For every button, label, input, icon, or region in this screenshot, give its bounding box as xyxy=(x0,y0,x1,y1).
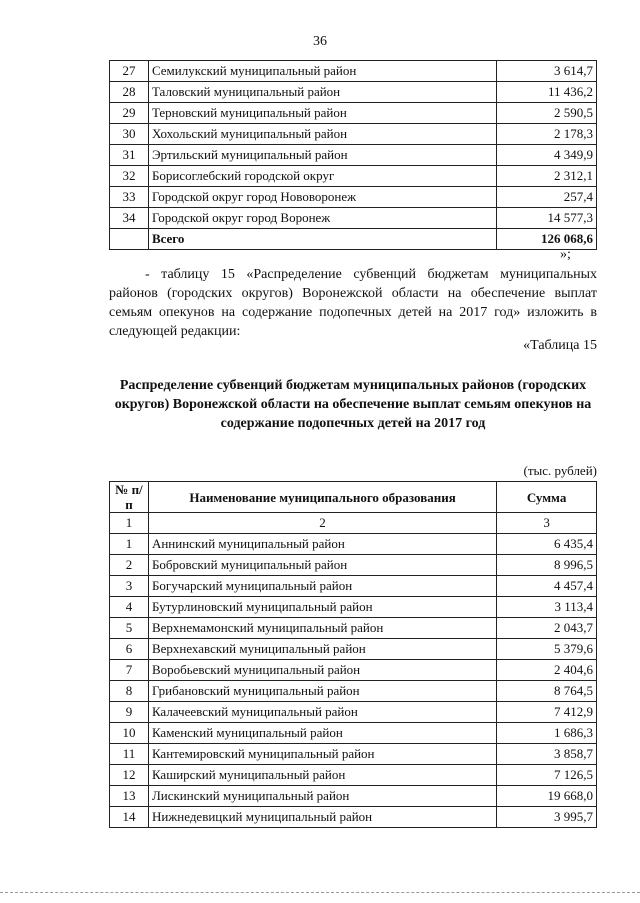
amount: 6 435,4 xyxy=(497,534,597,555)
column-index-row xyxy=(110,513,597,534)
table-row xyxy=(110,618,597,639)
row-number: 30 xyxy=(110,124,149,145)
table-row xyxy=(110,576,597,597)
amount: 4 457,4 xyxy=(497,576,597,597)
amount: 3 995,7 xyxy=(497,807,597,828)
row-number: 10 xyxy=(110,723,149,744)
district-name: Калачеевский муниципальный район xyxy=(148,702,496,723)
district-name: Терновский муниципальный район xyxy=(148,103,496,124)
district-name: Кантемировский муниципальный район xyxy=(148,744,496,765)
amount: 7 412,9 xyxy=(497,702,597,723)
district-name: Верхнехавский муниципальный район xyxy=(148,639,496,660)
row-number: 4 xyxy=(110,597,149,618)
page-number: 36 xyxy=(313,34,327,49)
table-row xyxy=(110,639,597,660)
amount: 2 312,1 xyxy=(497,166,597,187)
table-row xyxy=(110,765,597,786)
row-number: 33 xyxy=(110,187,149,208)
table-row xyxy=(110,145,597,166)
table-row xyxy=(110,555,597,576)
district-name: Городской округ город Нововоронеж xyxy=(148,187,496,208)
amount: 5 379,6 xyxy=(497,639,597,660)
row-number: 1 xyxy=(110,534,149,555)
table-row xyxy=(110,61,597,82)
table-row xyxy=(110,681,597,702)
amount: 4 349,9 xyxy=(497,145,597,166)
amount: 3 113,4 xyxy=(497,597,597,618)
amount: 11 436,2 xyxy=(497,82,597,103)
district-name: Городской округ город Воронеж xyxy=(148,208,496,229)
amount: 2 043,7 xyxy=(497,618,597,639)
district-name: Лискинский муниципальный район xyxy=(148,786,496,807)
header-sum: Сумма xyxy=(497,482,597,513)
bottom-rule xyxy=(0,892,640,894)
table-row xyxy=(110,723,597,744)
header-num: № п/п xyxy=(110,482,149,513)
header-row xyxy=(110,482,597,513)
table-row xyxy=(110,187,597,208)
row-number: 34 xyxy=(110,208,149,229)
amount: 3 614,7 xyxy=(497,61,597,82)
row-number: 12 xyxy=(110,765,149,786)
row-number: 3 xyxy=(110,576,149,597)
main-table xyxy=(109,481,597,828)
amount: 7 126,5 xyxy=(497,765,597,786)
row-number: 28 xyxy=(110,82,149,103)
table-title: Распределение субвенций бюджетам муниципальных районов (городских округов) Воронежской области на обеспечение выплат семьям опекунов на содержание подопечных детей на 2017 год xyxy=(114,378,592,431)
row-number: 8 xyxy=(110,681,149,702)
district-name: Верхнемамонский муниципальный район xyxy=(148,618,496,639)
top-table-body xyxy=(110,61,597,229)
amount: 2 404,6 xyxy=(497,660,597,681)
row-number: 29 xyxy=(110,103,149,124)
district-name: Нижнедевицкий муниципальный район xyxy=(148,807,496,828)
total-num-cell xyxy=(110,229,149,250)
amendment-paragraph: - таблицу 15 «Распределение субвенций бюджетам муниципальных районов (городских округов) Воронежской области на обеспечение выплат семьям опекунов на содержание подопечных детей на 2017 год» изложить в следующей редакции: xyxy=(109,267,597,339)
table-row xyxy=(110,82,597,103)
row-number: 9 xyxy=(110,702,149,723)
index-num: 1 xyxy=(110,513,149,534)
table-row xyxy=(110,166,597,187)
table-row xyxy=(110,807,597,828)
district-name: Бобровский муниципальный район xyxy=(148,555,496,576)
table-row xyxy=(110,208,597,229)
amount: 1 686,3 xyxy=(497,723,597,744)
table-row xyxy=(110,786,597,807)
district-name: Бутурлиновский муниципальный район xyxy=(148,597,496,618)
district-name: Эртильский муниципальный район xyxy=(148,145,496,166)
amount: 8 996,5 xyxy=(497,555,597,576)
district-name: Грибановский муниципальный район xyxy=(148,681,496,702)
district-name: Таловский муниципальный район xyxy=(148,82,496,103)
total-label: Всего xyxy=(148,229,496,250)
district-name: Каширский муниципальный район xyxy=(148,765,496,786)
table-row xyxy=(110,744,597,765)
row-number: 13 xyxy=(110,786,149,807)
row-number: 32 xyxy=(110,166,149,187)
district-name: Хохольский муниципальный район xyxy=(148,124,496,145)
header-name: Наименование муниципального образования xyxy=(148,482,496,513)
amount: 3 858,7 xyxy=(497,744,597,765)
total-value: 126 068,6 xyxy=(497,229,597,250)
closing-quote: »; xyxy=(560,247,571,262)
row-number: 2 xyxy=(110,555,149,576)
amount: 2 590,5 xyxy=(497,103,597,124)
amount: 19 668,0 xyxy=(497,786,597,807)
table-row xyxy=(110,103,597,124)
district-name: Аннинский муниципальный район xyxy=(148,534,496,555)
table-row xyxy=(110,124,597,145)
amount: 8 764,5 xyxy=(497,681,597,702)
index-name: 2 xyxy=(148,513,496,534)
row-number: 31 xyxy=(110,145,149,166)
amount: 2 178,3 xyxy=(497,124,597,145)
district-name: Борисоглебский городской округ xyxy=(148,166,496,187)
district-name: Семилукский муниципальный район xyxy=(148,61,496,82)
units-label: (тыс. рублей) xyxy=(523,463,597,478)
row-number: 7 xyxy=(110,660,149,681)
top-table xyxy=(109,60,597,250)
table-row xyxy=(110,534,597,555)
table-label: «Таблица 15 xyxy=(523,338,597,353)
total-row xyxy=(110,229,597,250)
amount: 257,4 xyxy=(497,187,597,208)
row-number: 14 xyxy=(110,807,149,828)
amount: 14 577,3 xyxy=(497,208,597,229)
district-name: Каменский муниципальный район xyxy=(148,723,496,744)
row-number: 6 xyxy=(110,639,149,660)
table-row xyxy=(110,597,597,618)
table-row xyxy=(110,660,597,681)
district-name: Воробьевский муниципальный район xyxy=(148,660,496,681)
row-number: 11 xyxy=(110,744,149,765)
table-row xyxy=(110,702,597,723)
index-sum: 3 xyxy=(497,513,597,534)
district-name: Богучарский муниципальный район xyxy=(148,576,496,597)
row-number: 5 xyxy=(110,618,149,639)
row-number: 27 xyxy=(110,61,149,82)
main-table-body xyxy=(110,534,597,828)
